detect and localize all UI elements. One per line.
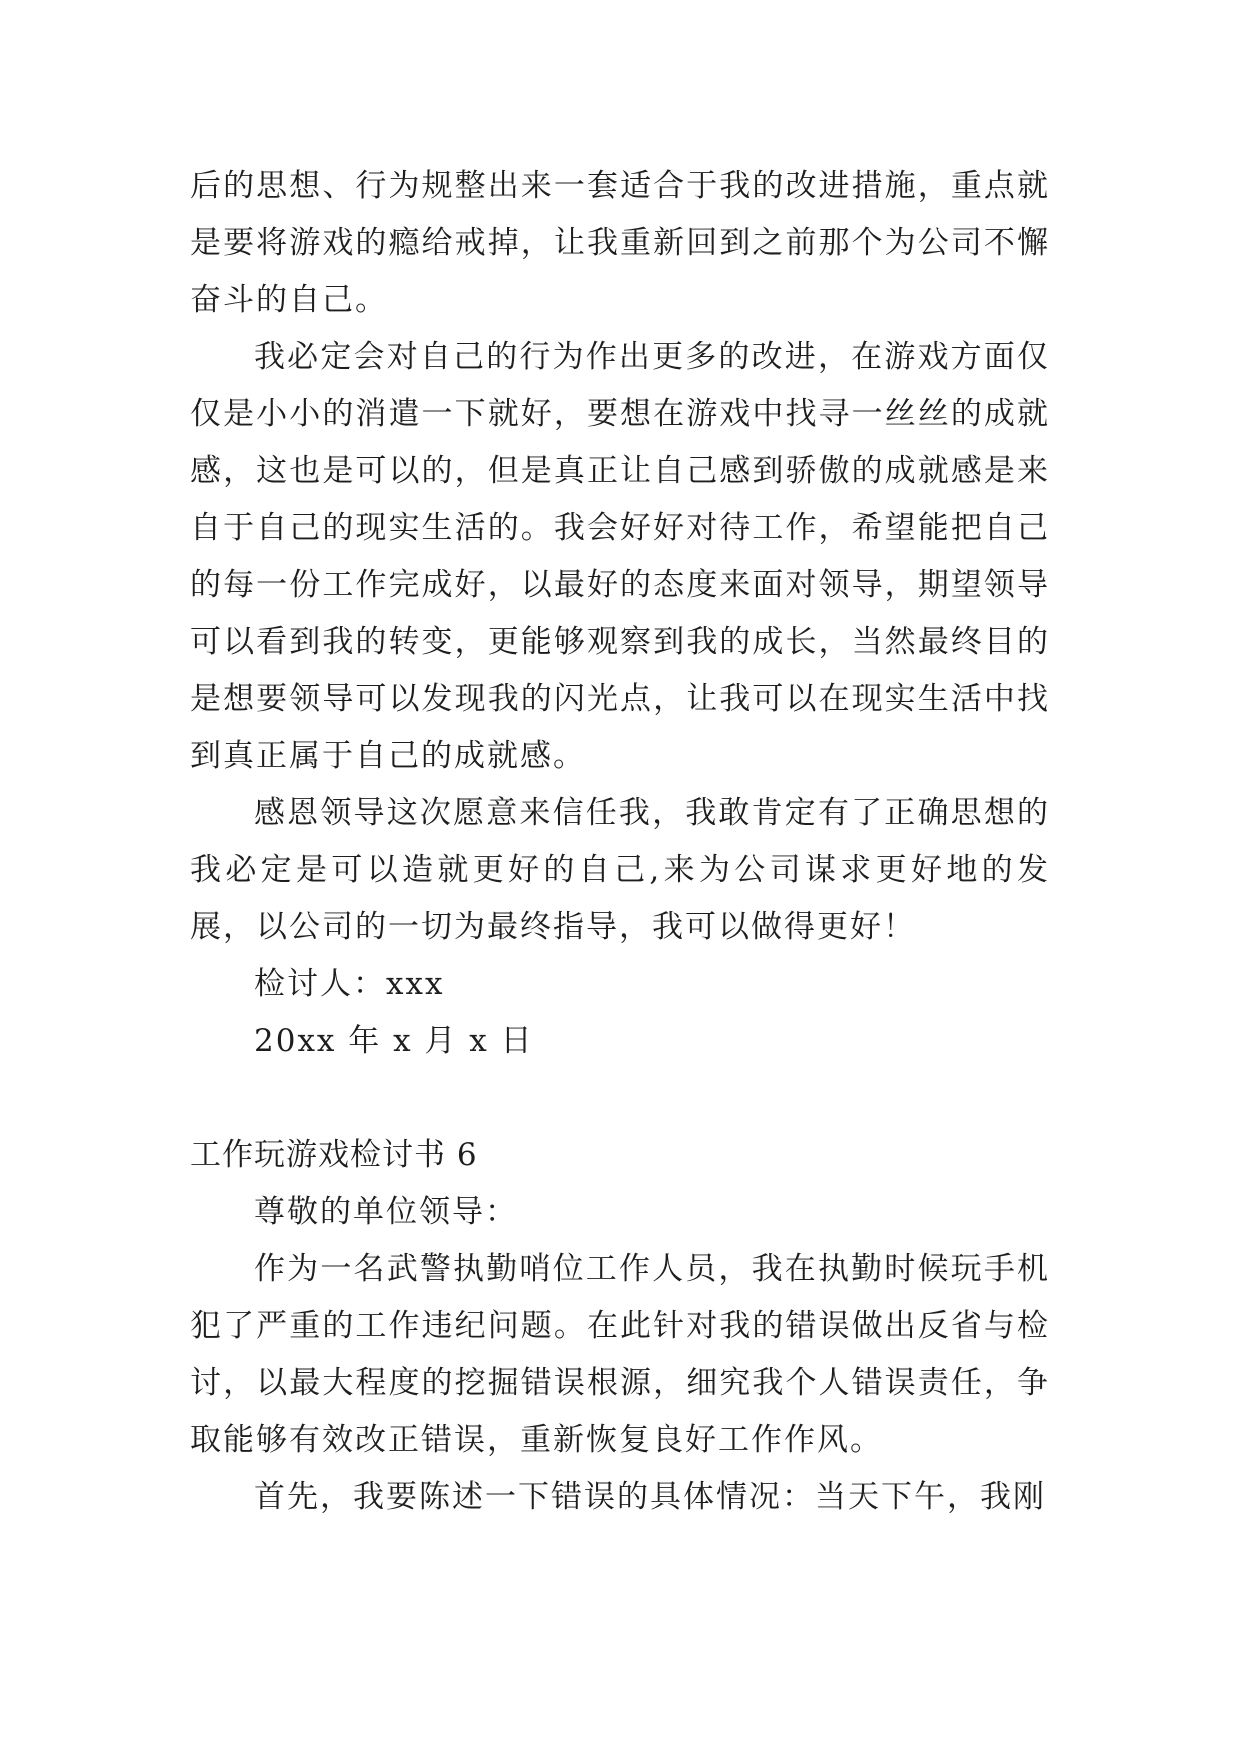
signature-reviewer: 检讨人：xxx [254, 966, 445, 1002]
paragraph-continuation: 后的思想、行为规整出来一套适合于我的改进措施，重点就是要将游戏的瘾给戒掉，让我重新回到之前那个为公司不懈奋斗的自己。 [190, 168, 1050, 318]
paragraph-intro: 作为一名武警执勤哨位工作人员，我在执勤时候玩手机犯了严重的工作违纪问题。在此针对我的错误做出反省与检讨，以最大程度的挖掘错误根源，细究我个人错误责任，争取能够有效改正错误，重新恢复良好工作作风。 [190, 1251, 1050, 1458]
section-title: 工作玩游戏检讨书 6 [190, 1137, 478, 1173]
paragraph-gratitude: 感恩领导这次愿意来信任我，我敢肯定有了正确思想的我必定是可以造就更好的自己,来为公司谋求更好地的发展，以公司的一切为最终指导，我可以做得更好！ [190, 795, 1050, 945]
signature-date: 20xx 年 x 月 x 日 [254, 1023, 534, 1059]
document-body [190, 158, 1050, 1526]
section-spacer [190, 1070, 1050, 1127]
paragraph-improvement: 我必定会对自己的行为作出更多的改进，在游戏方面仅仅是小小的消遣一下就好，要想在游戏中找寻一丝丝的成就感，这也是可以的，但是真正让自己感到骄傲的成就感是来自于自己的现实生活的。我会好好对待工作，希望能把自己的每一份工作完成好，以最好的态度来面对领导，期望领导可以看到我的转变，更能够观察到我的成长，当然最终目的是想要领导可以发现我的闪光点，让我可以在现实生活中找到真正属于自己的成就感。 [190, 339, 1050, 774]
paragraph-details: 首先，我要陈述一下错误的具体情况：当天下午，我刚 [254, 1479, 1046, 1515]
salutation: 尊敬的单位领导： [254, 1194, 518, 1230]
